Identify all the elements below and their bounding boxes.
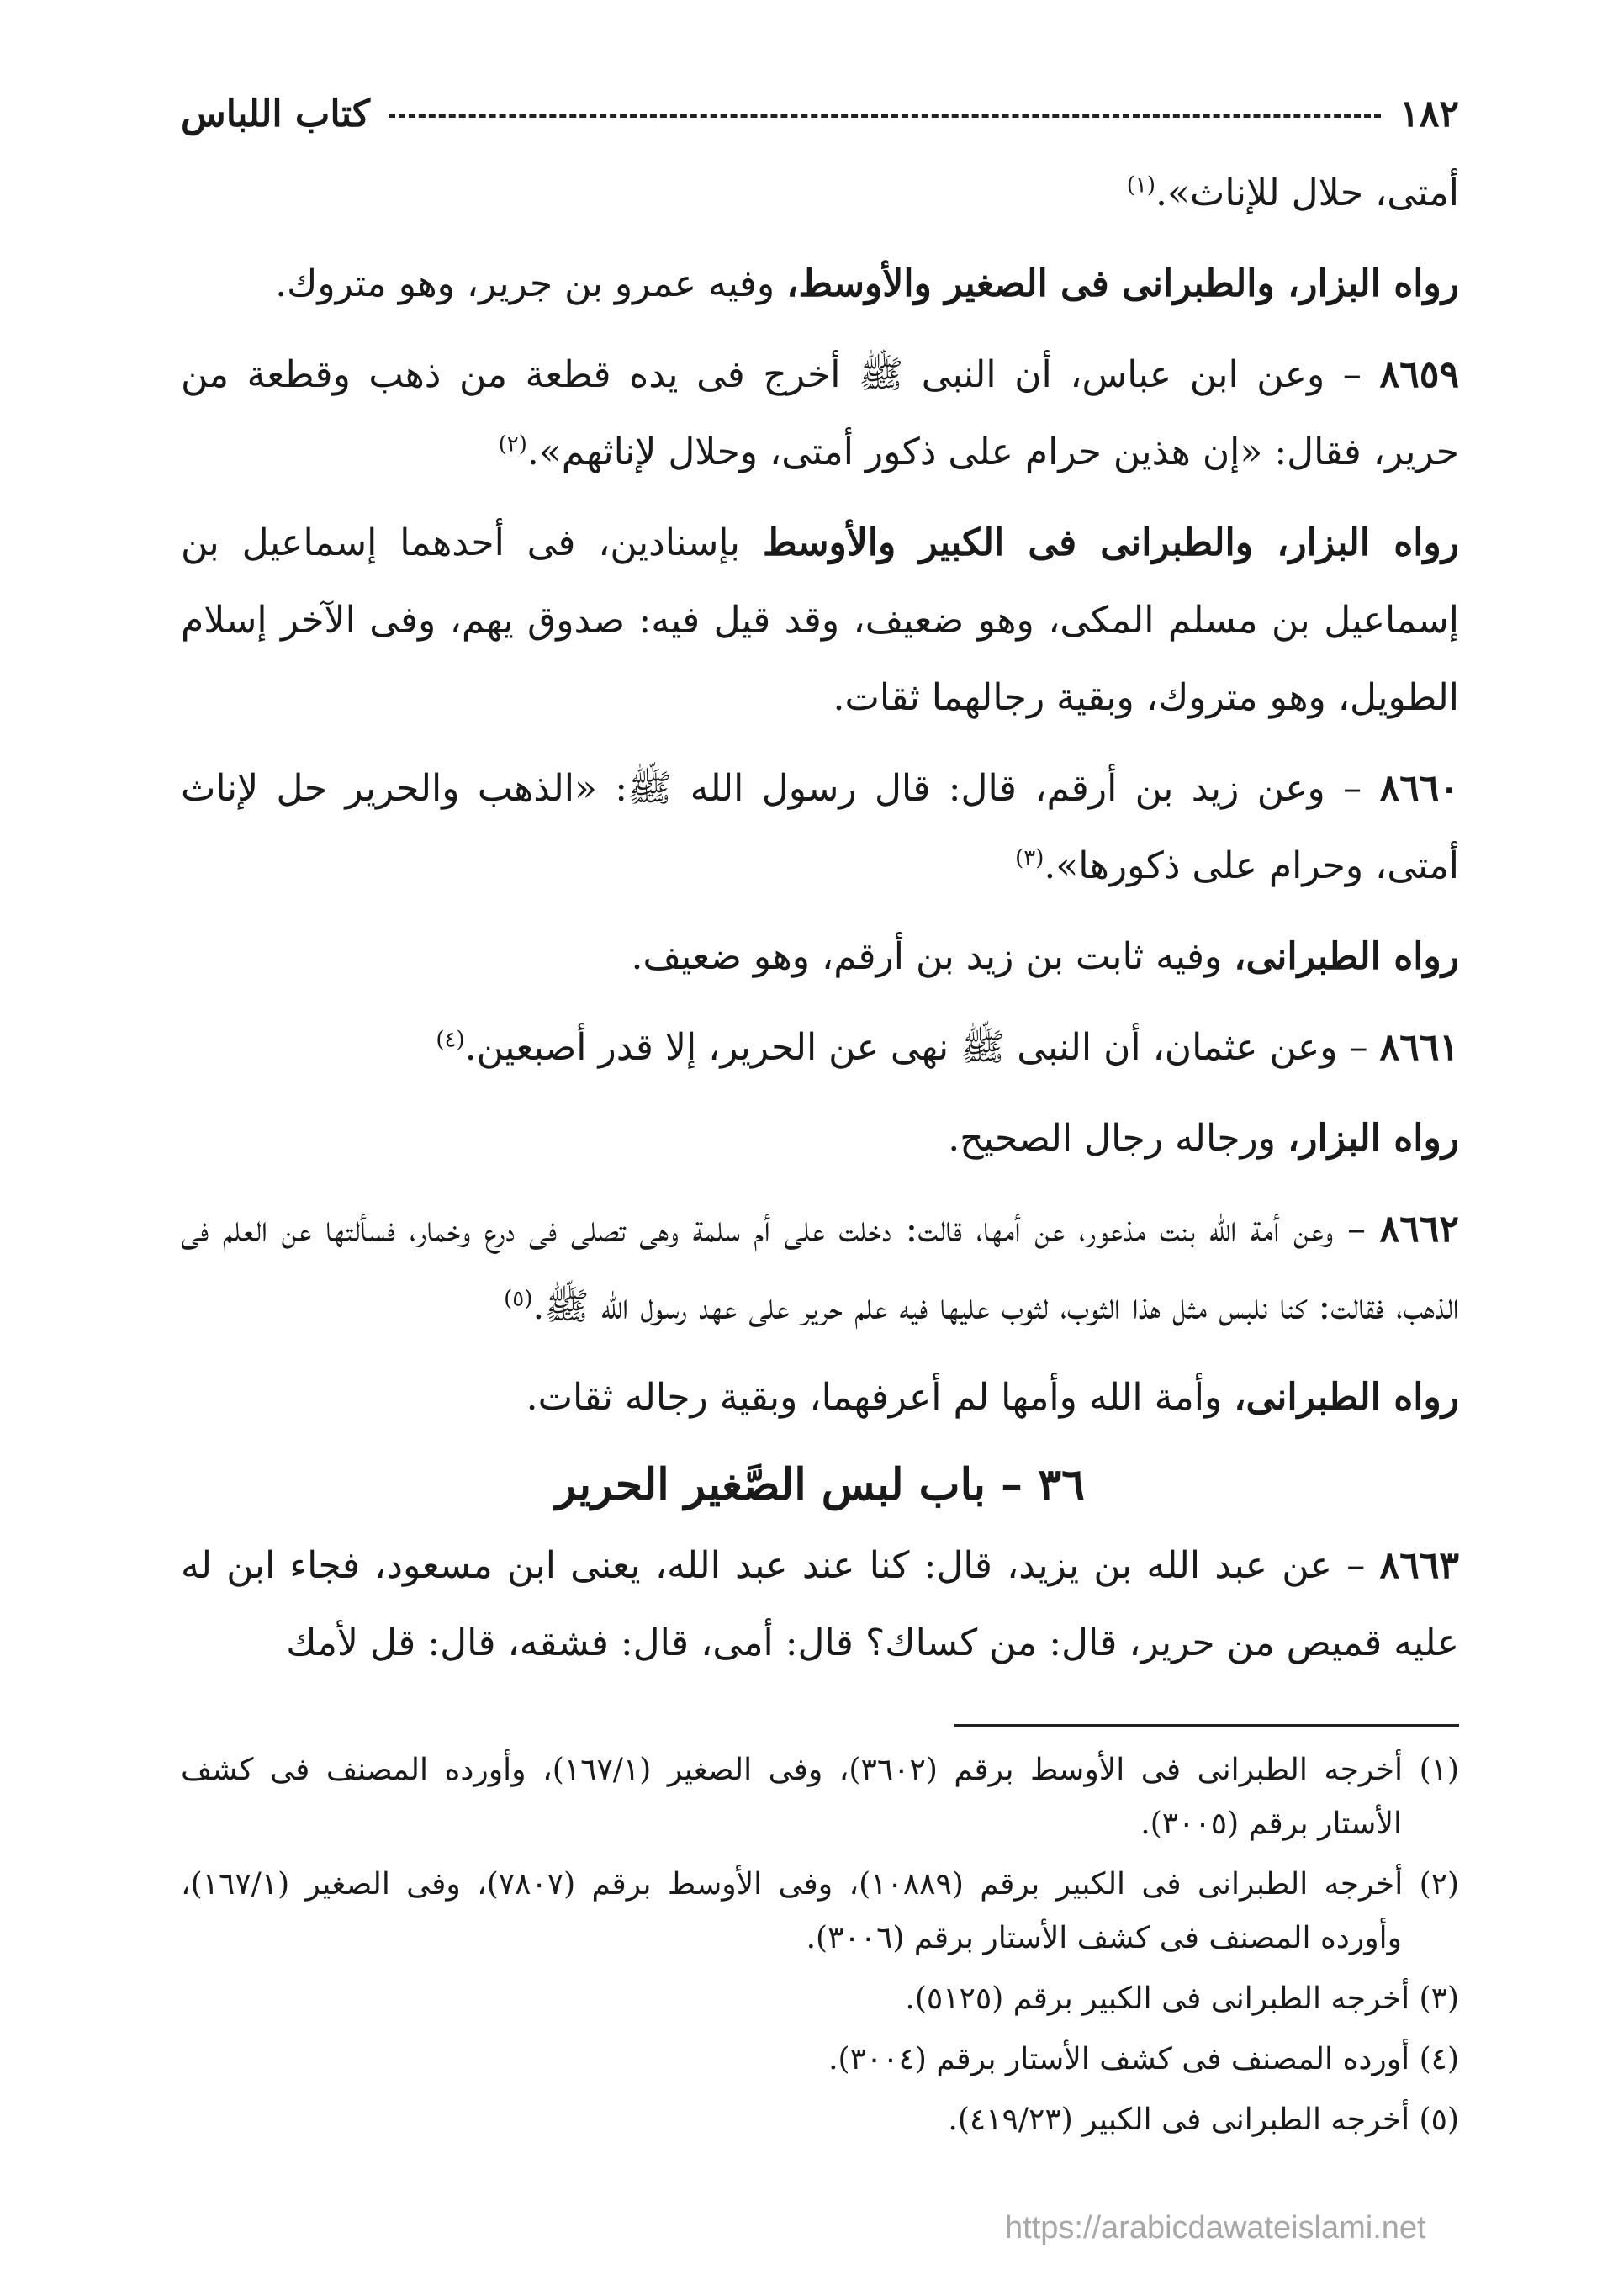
hadith-number: ٨٦٦٠ xyxy=(1379,767,1459,810)
source-text: ورجاله رجال الصحيح. xyxy=(948,1117,1277,1160)
footnote-marker: (١) xyxy=(1126,172,1156,198)
footnote-item: (١) أخرجه الطبرانى فى الأوسط برقم (٣٦٠٢)، وفى الصغير (١٦٧/١)، وأورده المصنف فى كشف الأستار برقم (٣٠٠٥). xyxy=(181,1753,1460,1841)
footnote-marker: (٣) xyxy=(1015,845,1044,871)
hadith-number: ٨٦٦١ xyxy=(1379,1026,1459,1069)
hadith-text: – عن عبد الله بن يزيد، قال: كنا عند عبد الله، يعنى ابن مسعود، فجاء ابن له عليه قميص من حرير، قال: من كساك؟ قال: أمى، قال: فشقه، قال: قل لأمك xyxy=(181,1544,1459,1664)
hadith-number: ٨٦٥٩ xyxy=(1379,353,1459,396)
source-note xyxy=(181,1359,1459,1436)
source-label: رواه البزار، والطبرانى فى الصغير والأوسط، xyxy=(786,262,1459,305)
footnote-item: (٤) أورده المصنف فى كشف الأستار برقم (٣٠٠٤). xyxy=(828,2042,1459,2076)
hadith-text: – وعن ابن عباس، أن النبى ﷺ أخرج فى يده قطعة من ذهب وقطعة من حرير، فقال: «إن هذين حرام على ذكور أمتى، وحلال لإناثهم». xyxy=(181,353,1459,473)
footnote-marker: (٢) xyxy=(498,431,527,458)
footnote-item: (٢) أخرجه الطبرانى فى الكبير برقم (١٠٨٨٩)، وفى الأوسط برقم (٧٨٠٧)، وفى الصغير (١٦٧/١)، وأورده المصنف فى كشف الأستار برقم (٣٠٠٦). xyxy=(181,1867,1460,1955)
main-text xyxy=(181,155,1459,1682)
source-text: وفيه ثابت بن زيد بن أرقم، وهو ضعيف. xyxy=(631,935,1223,978)
book-page xyxy=(181,84,1459,2288)
hadith-8659 xyxy=(181,336,1459,491)
footnote-item: (٣) أخرجه الطبرانى فى الكبير برقم (٥١٢٥). xyxy=(905,1981,1459,2016)
source-label: رواه الطبرانى، xyxy=(1234,935,1459,978)
source-note xyxy=(181,505,1459,737)
source-label: رواه البزار، xyxy=(1288,1117,1459,1160)
hadith-8662 xyxy=(181,1191,1459,1346)
chapter-heading: ٣٦ – باب لبس الصَّغير الحرير xyxy=(554,1459,1086,1510)
page-number: ١٨٢ xyxy=(1399,92,1459,135)
hadith-8660 xyxy=(181,750,1459,905)
source-note xyxy=(181,246,1459,323)
footnote-marker: (٤) xyxy=(436,1027,465,1053)
running-head xyxy=(181,84,1459,143)
footnote-item: (٥) أخرجه الطبرانى فى الكبير (٤١٩/٢٣). xyxy=(948,2103,1459,2137)
source-note xyxy=(181,918,1459,996)
footnotes xyxy=(181,1743,1459,2147)
hadith-text: – وعن أمة الله بنت مذعور، عن أمها، قالت: دخلت على أم سلمة وهى تصلى فى درع وخمار، فسألتها عن العلم فى الذهب، فقالت: كنا نلبس مثل هذا الثوب، لثوب عليها فيه علم حرير على عهد رسول الله ﷺ. xyxy=(181,1208,1459,1328)
source-text: وأمة الله وأمها لم أعرفهما، وبقية رجاله ثقات. xyxy=(526,1376,1223,1419)
hadith-text: – وعن عثمان، أن النبى ﷺ نهى عن الحرير، إلا قدر أصبعين. xyxy=(464,1026,1368,1069)
source-label: رواه الطبرانى، xyxy=(1234,1376,1459,1419)
footnote-separator xyxy=(954,1724,1459,1727)
source-text: وفيه عمرو بن جرير، وهو متروك. xyxy=(275,262,775,305)
source-note xyxy=(181,1100,1459,1177)
paragraph-text: أمتى، حلال للإناث». xyxy=(1155,172,1459,214)
book-title: كتاب اللباس xyxy=(181,92,370,135)
source-text: بإسنادين، فى أحدهما إسماعيل بن إسماعيل بن مسلم المكى، وهو ضعيف، وقد قيل فيه: صدوق يهم، وفى الآخر إسلام الطويل، وهو متروك، وبقية رجالهما ثقات. xyxy=(181,521,1459,719)
header-dashed-rule xyxy=(389,114,1381,118)
watermark-url: https://arabicdawateislami.net xyxy=(1005,2210,1426,2246)
source-label: رواه البزار، والطبرانى فى الكبير والأوسط xyxy=(762,521,1459,564)
hadith-8663 xyxy=(181,1527,1459,1682)
hadith-8661 xyxy=(181,1009,1459,1087)
hadith-text: – وعن زيد بن أرقم، قال: قال رسول الله ﷺ: «الذهب والحرير حل لإناث أمتى، وحرام على ذكورها». xyxy=(181,767,1459,887)
hadith-number: ٨٦٦٢ xyxy=(1379,1208,1459,1251)
hadith-number: ٨٦٦٣ xyxy=(1379,1544,1459,1587)
footnote-marker: (٥) xyxy=(504,1286,533,1312)
paragraph-continuation xyxy=(181,155,1459,232)
